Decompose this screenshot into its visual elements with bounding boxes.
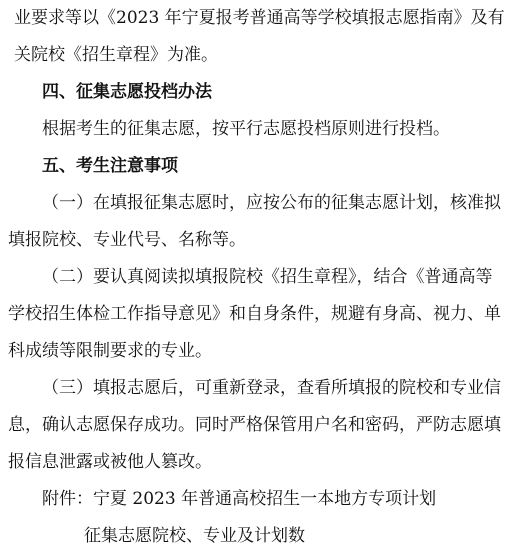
intro-line-2: 关院校《招生章程》为准。: [14, 45, 218, 65]
section-5-heading: 五、考生注意事项: [42, 156, 178, 176]
item-1-line-2: 填报院校、专业代号、名称等。: [8, 230, 246, 250]
section-4-heading: 四、征集志愿投档办法: [42, 82, 212, 102]
item-2-line-3: 科成绩等限制要求的专业。: [8, 341, 212, 361]
item-2-line-1: （二）要认真阅读拟填报院校《招生章程》，结合《普通高等: [42, 267, 493, 287]
attachment-line-1: 附件：宁夏 2023 年普通高校招生一本地方专项计划: [42, 489, 437, 509]
section-4-body: 根据考生的征集志愿，按平行志愿投档原则进行投档。: [42, 119, 450, 139]
item-3-line-1: （三）填报志愿后，可重新登录，查看所填报的院校和专业信: [42, 378, 501, 398]
item-1-line-1: （一）在填报征集志愿时，应按公布的征集志愿计划，核准拟: [42, 193, 501, 213]
attachment-line-2: 征集志愿院校、专业及计划数: [84, 526, 305, 546]
item-3-line-2: 息，确认志愿保存成功。同时严格保管用户名和密码，严防志愿填: [8, 415, 501, 435]
item-3-line-3: 报信息泄露或被他人篡改。: [8, 452, 212, 472]
item-2-line-2: 学校招生体检工作指导意见》和自身条件，规避有身高、视力、单: [8, 304, 501, 324]
intro-line-1: 业要求等以《2023 年宁夏报考普通高等学校填报志愿指南》及有: [14, 8, 505, 28]
